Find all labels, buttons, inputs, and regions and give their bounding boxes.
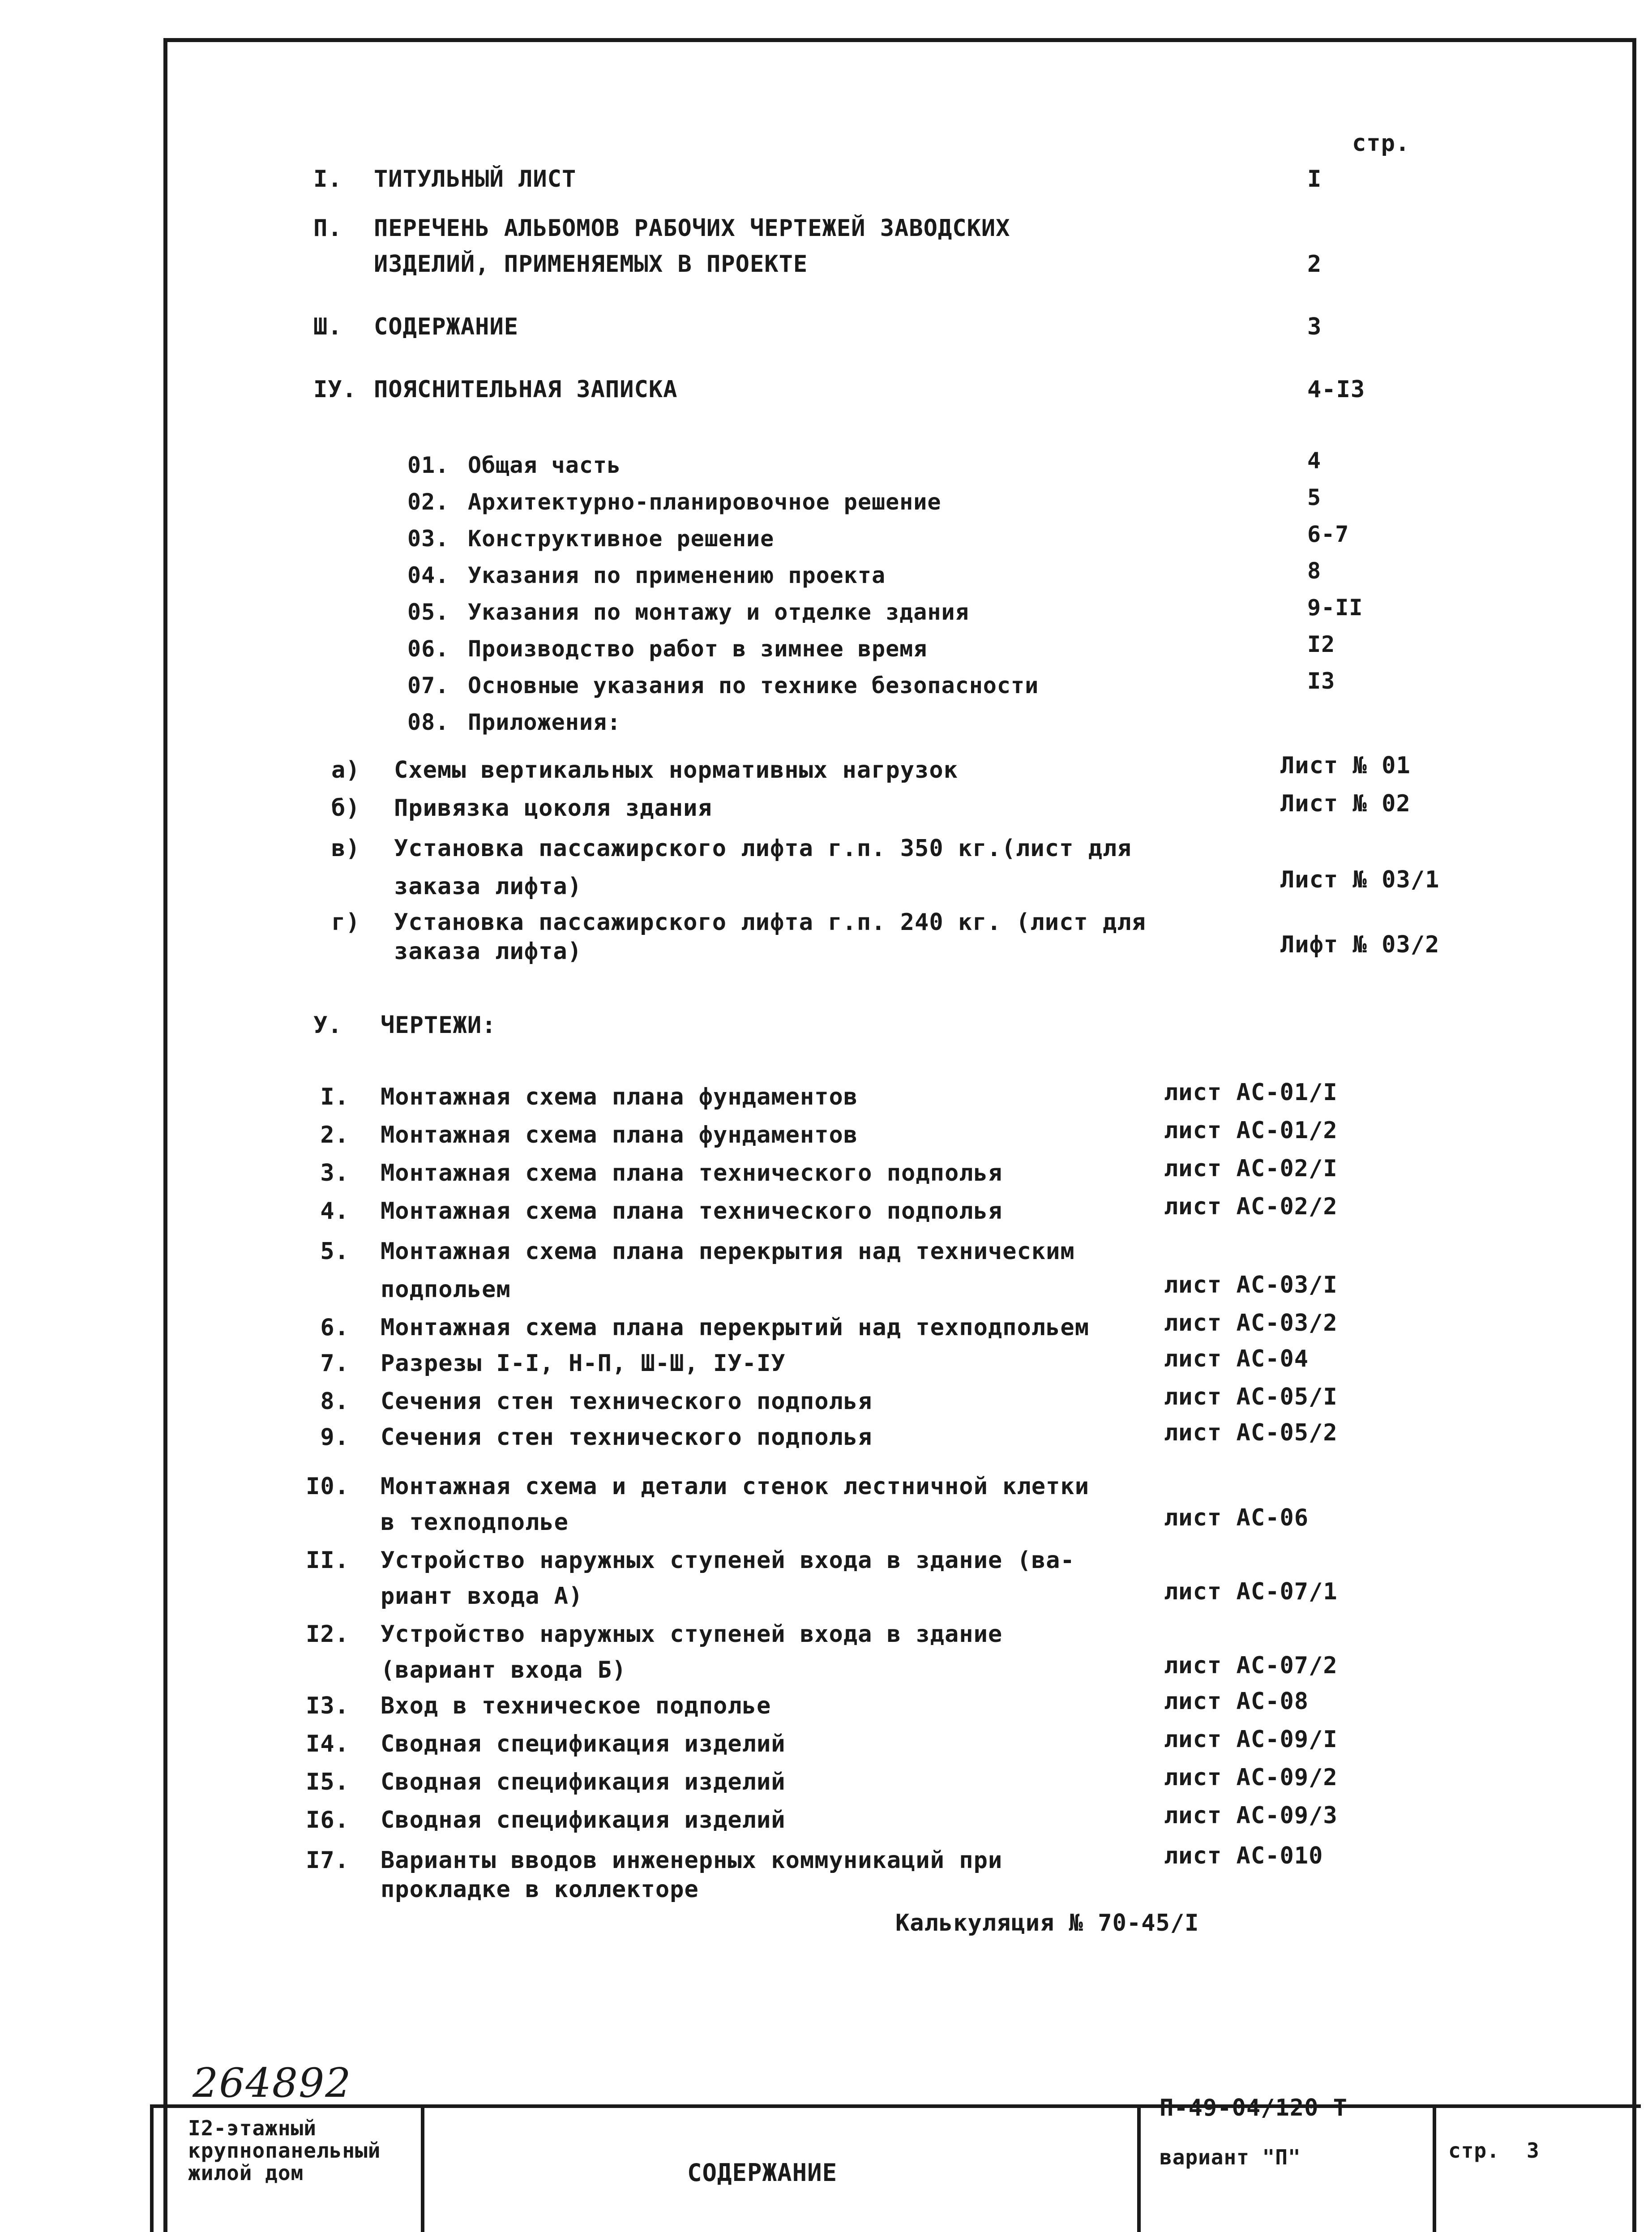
section-page: 3 [1307,313,1322,340]
drawing-ref: лист АС-03/I [1164,1272,1338,1298]
drawing-text: Монтажная схема плана фундаментов [381,1122,858,1148]
note-num: 04. [407,562,449,588]
note-page: 5 [1307,484,1322,510]
drawing-ref: лист АС-01/I [1164,1079,1338,1106]
building-line: жилой дом [188,2161,304,2185]
page-number: 3 [1527,2138,1540,2163]
section-title: ПЕРЕЧЕНЬ АЛЬБОМОВ РАБОЧИХ ЧЕРТЕЖЕЙ ЗАВОДСКИХ [374,215,1010,242]
drawing-text: Варианты вводов инженерных коммуникаций при [381,1847,1003,1874]
drawing-text: в техподполье [381,1509,569,1536]
page-column-label: стр. [1352,130,1410,157]
variant-label: вариант "П" [1160,2145,1301,2169]
calculation-ref: Калькуляция № 70-45/I [895,1910,1199,1936]
section-page: 4-I3 [1307,376,1365,403]
drawing-num: I5. [306,1769,349,1795]
drawing-num: I. [320,1084,349,1110]
appendix-letter: г) [331,909,360,936]
title-block-divider [1433,2108,1436,2232]
note-num: 01. [407,452,449,478]
drawing-text: Сводная спецификация изделий [381,1769,786,1795]
note-text: Архитектурно-планировочное решение [468,489,942,515]
drawing-text: Разрезы I-I, Н-П, Ш-Ш, IУ-IУ [381,1350,786,1377]
note-num: 02. [407,489,449,515]
note-page: 6-7 [1307,521,1349,547]
drawing-ref: лист АС-04 [1164,1345,1309,1372]
drawing-text: Вход в техническое подполье [381,1692,771,1719]
note-text: Основные указания по технике безопасности [468,673,1039,698]
appendix-text: заказа лифта) [394,873,582,900]
drawing-ref: лист АС-010 [1164,1842,1323,1869]
drawing-ref: лист АС-02/I [1164,1155,1338,1182]
note-page: 9-II [1307,595,1363,621]
drawing-num: 4. [320,1198,349,1225]
appendix-letter: б) [331,795,360,822]
drawing-text: подпольем [381,1276,511,1303]
section-title: СОДЕРЖАНИЕ [374,313,519,340]
page-label: стр. [1448,2138,1500,2163]
drawing-text: Сечения стен технического подполья [381,1388,873,1415]
drawing-ref: лист АС-07/1 [1164,1578,1338,1605]
section-page: 2 [1307,251,1322,278]
note-text: Конструктивное решение [468,526,775,552]
title-block [150,2095,1641,2228]
note-num: 08. [407,709,449,735]
handwritten-inventory-number: 264892 [193,2060,352,2107]
drawings-title: ЧЕРТЕЖИ: [381,1012,496,1039]
drawing-num: I4. [306,1731,349,1757]
project-code: П-49-04/120 Т [1160,2095,1348,2121]
drawing-ref: лист АС-02/2 [1164,1193,1338,1220]
note-page: 4 [1307,448,1322,474]
appendix-text: заказа лифта) [394,938,582,965]
section-num: П. [313,215,342,242]
drawing-num: 7. [320,1350,349,1377]
drawing-num: 9. [320,1424,349,1451]
sheet-title: СОДЕРЖАНИЕ [687,2159,838,2187]
drawing-text: Сводная спецификация изделий [381,1807,786,1834]
note-text: Указания по монтажу и отделке здания [468,599,969,625]
note-num: 07. [407,673,449,698]
drawing-num: 2. [320,1122,349,1148]
drawing-text: Монтажная схема плана перекрытий над техподпольем [381,1314,1090,1341]
appendix-text: Установка пассажирского лифта г.п. 240 кг. (лист для [394,909,1146,936]
drawing-text: (вариант входа Б) [381,1657,627,1684]
note-num: 05. [407,599,449,625]
drawings-num: У. [313,1012,342,1039]
drawing-num: I7. [306,1847,349,1874]
note-num: 03. [407,526,449,552]
note-text: Производство работ в зимнее время [468,636,928,662]
note-page: I3 [1307,668,1335,694]
drawing-ref: лист АС-05/I [1164,1384,1338,1410]
drawing-text: Устройство наружных ступеней входа в здание [381,1621,1003,1648]
section-num: IУ. [313,376,357,403]
appendix-text: Установка пассажирского лифта г.п. 350 кг.(лист для [394,835,1132,862]
drawing-text: Монтажная схема плана перекрытия над техническим [381,1238,1075,1265]
drawing-text: Сечения стен технического подполья [381,1424,873,1451]
drawing-ref: лист АС-09/3 [1164,1802,1338,1829]
drawing-ref: лист АС-08 [1164,1688,1309,1715]
drawing-ref: лист АС-03/2 [1164,1310,1338,1337]
note-text: Общая часть [468,452,621,478]
note-page: I2 [1307,631,1335,657]
section-title: ИЗДЕЛИЙ, ПРИМЕНЯЕМЫХ В ПРОЕКТЕ [374,251,808,278]
drawing-num: I3. [306,1692,349,1719]
drawing-ref: лист АС-09/I [1164,1726,1338,1753]
section-title: ПОЯСНИТЕЛЬНАЯ ЗАПИСКА [374,376,678,403]
drawing-num: 5. [320,1238,349,1265]
drawing-text: Монтажная схема плана фундаментов [381,1084,858,1110]
drawing-num: 6. [320,1314,349,1341]
drawing-ref: лист АС-05/2 [1164,1419,1338,1446]
drawing-num: I6. [306,1807,349,1834]
appendix-letter: в) [331,835,360,862]
drawing-text: Монтажная схема и детали стенок лестничной клетки [381,1473,1090,1500]
title-block-divider [150,2108,154,2232]
building-line: крупнопанельный [188,2138,381,2163]
title-block-divider [1137,2108,1141,2232]
drawing-num: I0. [306,1473,349,1500]
note-text: Указания по применению проекта [468,562,886,588]
drawing-ref: лист АС-07/2 [1164,1652,1338,1679]
appendix-letter: а) [331,757,360,784]
section-num: I. [313,166,342,193]
appendix-ref: Лифт № 03/2 [1280,931,1440,958]
note-text: Приложения: [468,709,621,735]
note-num: 06. [407,636,449,662]
drawing-num: 8. [320,1388,349,1415]
section-num: Ш. [313,313,342,340]
note-page: 8 [1307,558,1322,584]
appendix-ref: Лист № 03/1 [1280,866,1440,893]
drawing-num: I2. [306,1621,349,1648]
appendix-text: Схемы вертикальных нормативных нагрузок [394,757,958,784]
appendix-ref: Лист № 02 [1280,790,1411,817]
drawing-text: риант входа А) [381,1583,583,1610]
drawing-num: II. [306,1547,349,1574]
drawing-text: Монтажная схема плана технического подполья [381,1198,1003,1225]
drawing-ref: лист АС-09/2 [1164,1764,1338,1791]
section-title: ТИТУЛЬНЫЙ ЛИСТ [374,166,577,193]
section-page: I [1307,166,1322,193]
drawing-num: 3. [320,1160,349,1187]
drawing-ref: лист АС-01/2 [1164,1117,1338,1144]
drawing-text: Монтажная схема плана технического подполья [381,1160,1003,1187]
drawing-text: Сводная спецификация изделий [381,1731,786,1757]
drawing-ref: лист АС-06 [1164,1504,1309,1531]
title-block-divider [421,2108,424,2232]
appendix-ref: Лист № 01 [1280,752,1411,779]
building-line: I2-этажный [188,2116,317,2140]
appendix-text: Привязка цоколя здания [394,795,712,822]
drawing-text: прокладке в коллекторе [381,1876,699,1903]
drawing-text: Устройство наружных ступеней входа в здание (ва- [381,1547,1075,1574]
